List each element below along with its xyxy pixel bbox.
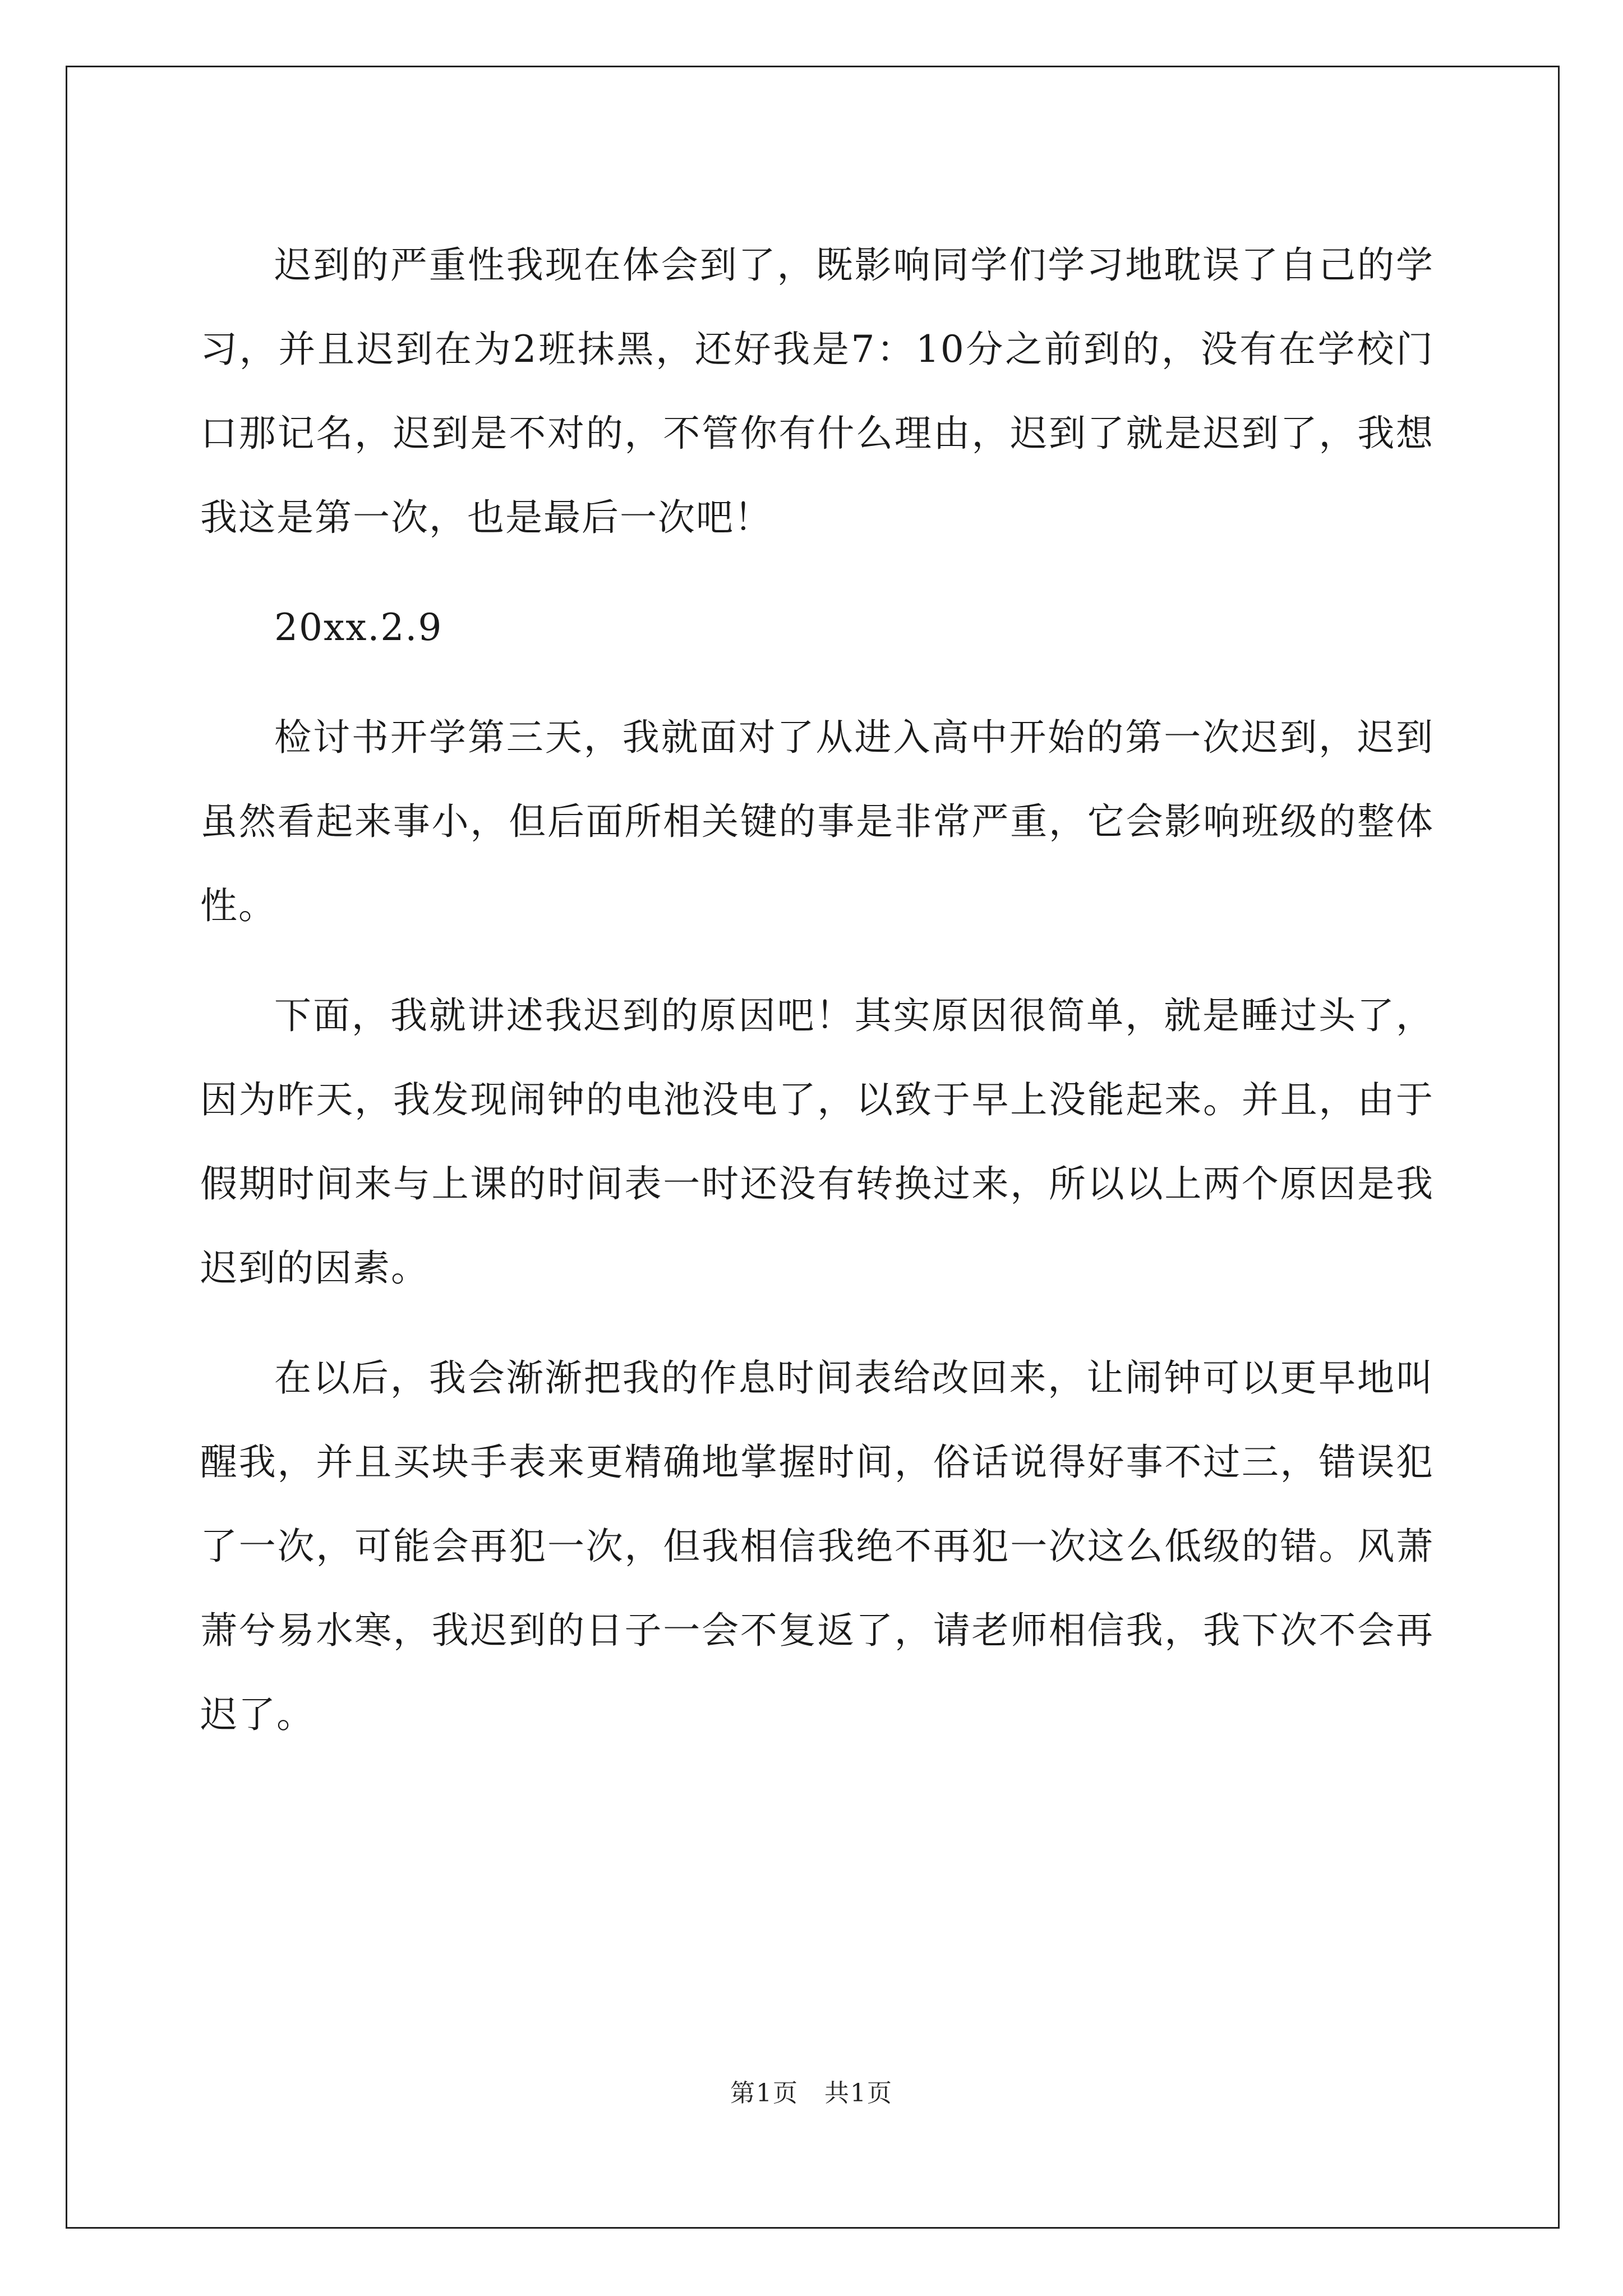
page-number-footer: 第1页 共1页 xyxy=(730,2079,893,2108)
paragraph-2: 检讨书开学第三天，我就面对了从进入高中开始的第一次迟到，迟到虽然看起来事小，但后面所相关键的事是非常严重，它会影响班级的整体性。 xyxy=(200,716,1434,927)
paragraph-1: 迟到的严重性我现在体会到了，既影响同学们学习地耽误了自己的学习，并且迟到在为2班抹黑，还好我是7：10分之前到的，没有在学校门口那记名，迟到是不对的，不管你有什么理由，迟到了就是迟到了，我想我这是第一次，也是最后一次吧！ xyxy=(200,243,1434,539)
date-line: 20xx.2.9 xyxy=(274,606,443,649)
document-body xyxy=(200,223,1434,1783)
paragraph-4: 在以后，我会渐渐把我的作息时间表给改回来，让闹钟可以更早地叫醒我，并且买块手表来更精确地掌握时间，俗话说得好事不过三，错误犯了一次，可能会再犯一次，但我相信我绝不再犯一次这么低级的错。风萧萧兮易水寒，我迟到的日子一会不复返了，请老师相信我，我下次不会再迟了。 xyxy=(200,1356,1434,1736)
paragraph-3: 下面，我就讲述我迟到的原因吧！其实原因很简单，就是睡过头了，因为昨天，我发现闹钟的电池没电了，以致于早上没能起来。并且，由于假期时间来与上课的时间表一时还没有转换过来，所以以上两个原因是我迟到的因素。 xyxy=(200,994,1434,1290)
